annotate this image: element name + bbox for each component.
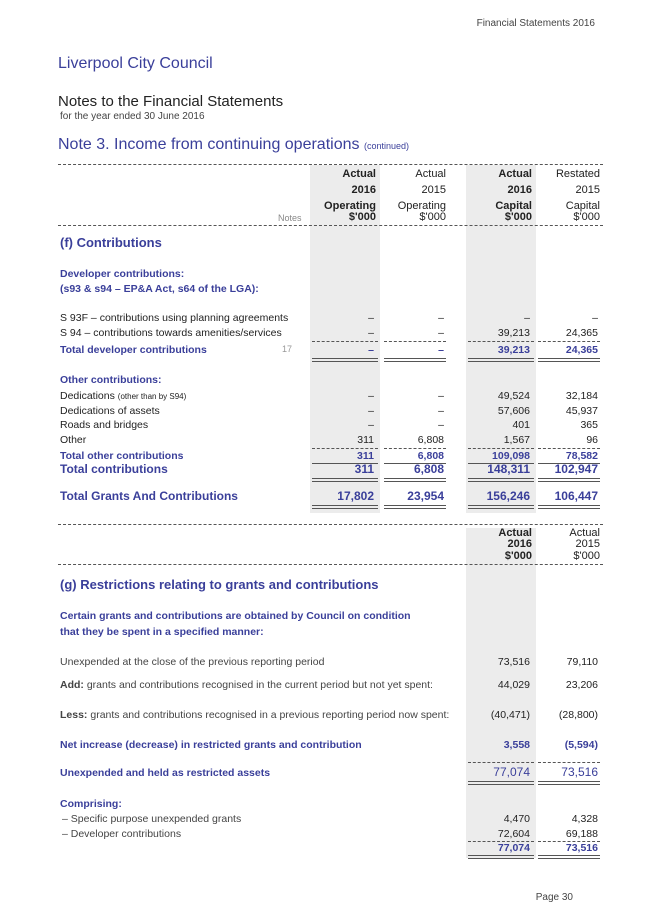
row-label: Unexpended at the close of the previous reporting period [60,656,325,668]
cell: 6,808 [417,434,444,446]
rule [312,478,378,482]
cell: 57,606 [497,405,530,417]
rule [312,358,378,362]
intro-line-1: Certain grants and contributions are obtained by Council on condition [60,610,411,622]
note-title-text: Note 3. Income from continuing operations [58,136,360,153]
col-header-3-unit: $'000 [504,211,532,223]
col-header-1: Actual [342,168,376,180]
note-ref: 17 [282,344,293,354]
cell: 6,808 [413,462,444,476]
rule [468,341,534,342]
note-title [58,136,409,154]
cell: – [368,419,374,431]
rule [384,358,446,362]
rule [538,448,600,449]
rule-top-2 [58,524,603,525]
cell: 106,447 [554,489,598,503]
col-header-2-type: Operating [397,200,446,212]
notes-col-label: Notes [278,213,302,223]
cell: – [438,344,444,356]
cell: 365 [580,419,598,431]
rule [312,341,378,342]
row-prefix: Add: [60,679,84,691]
cell: 311 [357,434,374,446]
cell: 79,110 [566,656,598,668]
col-header-1-year: 2016 [351,184,376,196]
row-label: Total developer contributions [60,344,207,356]
cell: – [438,419,444,431]
col-header-4-unit: $'000 [573,211,600,223]
col-header-4-year: 2015 [575,184,600,196]
rule [468,505,534,509]
row-label: grants and contributions recognised in a previous reporting period now spent: [87,709,450,721]
cell: – [438,390,444,402]
row-label: Total other contributions [60,450,184,462]
dev-heading-1: Developer contributions: [60,268,185,280]
rule-header-bottom-2 [58,564,603,565]
cell: 77,074 [497,842,530,854]
row-label-small: (other than by S94) [117,392,187,401]
rule [384,478,446,482]
cell: 73,516 [497,656,530,668]
row-label: – Specific purpose unexpended grants [62,813,242,825]
cell: 3,558 [503,739,530,751]
row-label: – Developer contributions [62,828,182,840]
rule [538,855,600,859]
col-header-1: Actual [498,527,532,539]
row-label: S 93F – contributions using planning agreements [60,312,289,324]
cell: 39,213 [497,344,530,356]
cell: 148,311 [487,462,530,476]
rule [468,448,534,449]
col-header-2-year: 2015 [575,538,600,550]
cell: 6,808 [417,450,444,462]
cell: – [438,312,444,324]
col-header-4: Restated [555,168,600,180]
cell: 49,524 [497,390,530,402]
comprising-heading: Comprising: [60,798,122,810]
col-header-3-type: Capital [495,200,532,212]
org-name: Liverpool City Council [58,55,213,72]
rule [384,505,446,509]
cell: (5,594) [564,739,598,751]
cell: 96 [586,434,598,446]
page-number: Page 30 [535,892,573,903]
rule [538,505,600,509]
rule [468,358,534,362]
cell: 23,954 [407,489,444,503]
cell: 24,365 [565,344,598,356]
rule-header-bottom [58,225,603,226]
row-label: Total Grants And Contributions [60,489,238,503]
col-header-3-year: 2016 [507,184,532,196]
cell: 39,213 [497,327,530,339]
col-header-4-type: Capital [565,200,600,212]
rule [384,448,446,449]
rule [384,341,446,342]
cell: 73,516 [565,842,598,854]
rule [312,505,378,509]
cell: – [368,312,374,324]
cell: 23,206 [565,679,598,691]
rule [468,781,534,785]
rule [468,478,534,482]
cell: 311 [357,450,374,462]
cell: 102,947 [554,462,598,476]
cell: – [368,405,374,417]
cell: 4,328 [571,813,598,825]
cell: 45,937 [565,405,598,417]
notes-title: Notes to the Financial Statements [58,93,284,110]
cell: – [368,390,374,402]
cell: 311 [354,462,374,476]
row-label: Roads and bridges [60,419,149,431]
shade-col-g-2016 [466,528,536,858]
col-header-1-year: 2016 [507,538,532,550]
cell: 78,582 [565,450,598,462]
cell: (28,800) [558,709,598,721]
cell: 77,074 [493,765,530,779]
dev-heading-2: (s93 & s94 – EP&A Act, s64 of the LGA): [60,283,259,295]
row-prefix: Less: [60,709,88,721]
cell: 17,802 [337,489,374,503]
col-header-1-unit: $'000 [348,211,376,223]
cell: – [592,312,598,324]
cell: – [438,405,444,417]
section-g-title: (g) Restrictions relating to grants and contributions [60,577,379,592]
col-header-2-unit: $'000 [573,550,600,562]
col-header-2: Actual [569,527,600,539]
row-label: Unexpended and held as restricted assets [60,767,271,779]
rule [468,855,534,859]
cell: 32,184 [565,390,598,402]
cell: – [438,327,444,339]
col-header-2: Actual [415,168,446,180]
other-heading: Other contributions: [60,374,162,386]
cell: 24,365 [565,327,598,339]
cell: – [368,327,374,339]
rule-top [58,164,603,165]
col-header-2-unit: $'000 [419,211,446,223]
col-header-2-year: 2015 [421,184,446,196]
cell: 109,098 [492,450,530,462]
cell: 4,470 [503,813,530,825]
row-label: Dedications of assets [60,405,160,417]
cell: 72,604 [497,828,530,840]
intro-line-2: that they be spent in a specified manner: [60,626,264,638]
rule [468,762,534,763]
col-header-3: Actual [498,168,532,180]
cell: – [368,344,374,356]
row-label: S 94 – contributions towards amenities/services [60,327,282,339]
cell: 73,516 [561,765,598,779]
cell: 44,029 [497,679,530,691]
rule [538,781,600,785]
rule [538,358,600,362]
section-f-title: (f) Contributions [60,235,162,250]
row-label: Other [60,434,87,446]
row-label: Net increase (decrease) in restricted grants and contribution [60,739,362,751]
cell: 156,246 [486,489,530,503]
row-label: Total contributions [60,462,168,476]
rule [312,448,378,449]
col-header-1-unit: $'000 [504,550,532,562]
running-header: Financial Statements 2016 [476,18,595,29]
col-header-1-type: Operating [324,200,376,212]
period: for the year ended 30 June 2016 [60,111,205,122]
row-label: grants and contributions recognised in the current period but not yet spent: [83,679,433,691]
note-continued: (continued) [363,141,409,151]
row-label: Dedications [60,390,115,402]
cell: – [524,312,530,324]
rule [538,478,600,482]
cell: (40,471) [490,709,530,721]
rule [538,762,600,763]
cell: 69,188 [565,828,598,840]
cell: 401 [512,419,530,431]
rule [538,341,600,342]
cell: 1,567 [503,434,530,446]
